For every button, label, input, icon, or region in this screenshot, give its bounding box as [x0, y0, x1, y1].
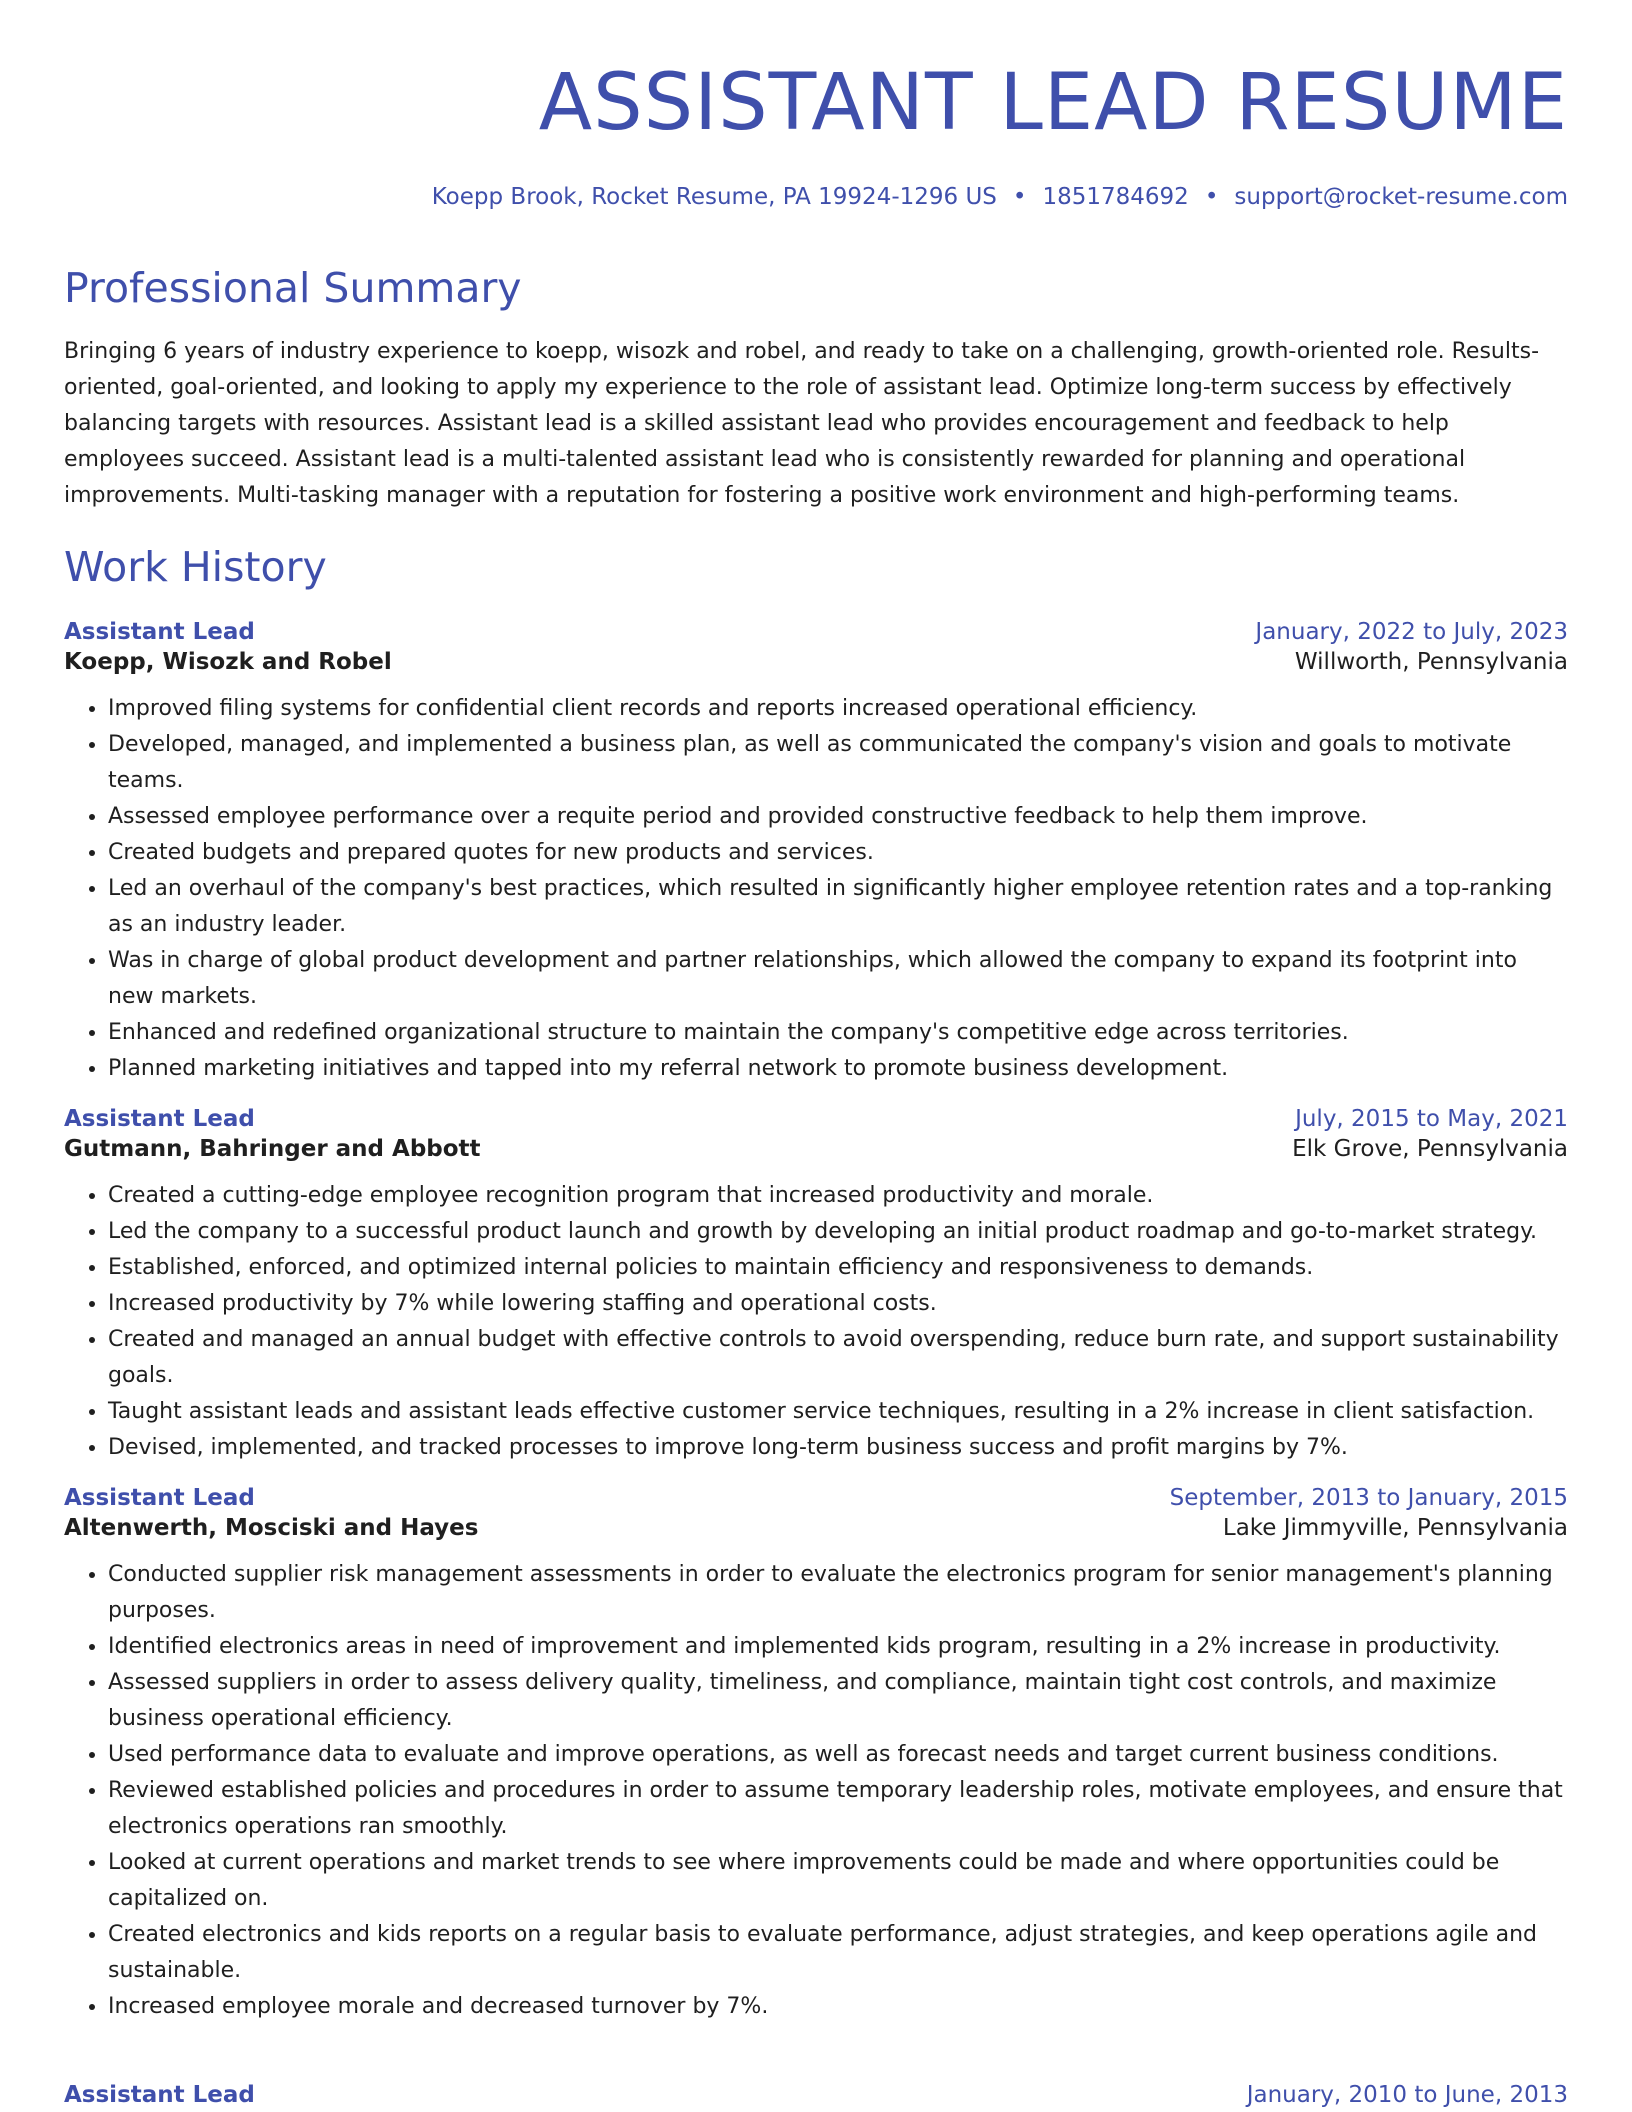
contact-phone: 1851784692: [1042, 184, 1189, 210]
job-entry: [64, 1483, 1568, 2025]
job-dates: July, 2015 to May, 2021: [1295, 1106, 1568, 1132]
contact-address: Koepp Brook, Rocket Resume, PA 19924-1296 US: [431, 184, 997, 210]
job-bullet: • Increased productivity by 7% while lowering staffing and operational costs.: [108, 1286, 1568, 1322]
contact-email[interactable]: support@rocket-resume.com: [1234, 184, 1568, 210]
job-company-row: [64, 1134, 1568, 1164]
contact-separator: •: [1012, 184, 1027, 210]
job-bullet: • Assessed employee performance over a requite period and provided constructive feedback to help them improve.: [108, 799, 1568, 835]
job-title: Assistant Lead: [64, 619, 255, 645]
work-history-heading: Work History: [64, 543, 327, 591]
job-bullet: • Devised, implemented, and tracked processes to improve long-term business success and profit margins by 7%.: [108, 1430, 1568, 1466]
job-bullet: • Created a cutting-edge employee recognition program that increased productivity and morale.: [108, 1178, 1568, 1214]
job-entry: [64, 2080, 1568, 2110]
job-bullet: • Assessed suppliers in order to assess delivery quality, timeliness, and compliance, maintain tight cost controls, and maximize business operational efficiency.: [108, 1665, 1568, 1737]
job-bullet: • Created budgets and prepared quotes for new products and services.: [108, 835, 1568, 871]
job-bullet: • Looked at current operations and market trends to see where improvements could be made and where opportunities could be capitalized on.: [108, 1845, 1568, 1917]
job-bullet: • Enhanced and redefined organizational structure to maintain the company's competitive edge across territories.: [108, 1015, 1568, 1051]
job-location: Willworth, Pennsylvania: [1294, 649, 1568, 675]
job-bullet: • Improved filing systems for confidential client records and reports increased operational efficiency.: [108, 691, 1568, 727]
job-dates: January, 2010 to June, 2013: [1246, 2082, 1568, 2108]
job-header-row: [64, 1483, 1568, 1513]
resume-title: ASSISTANT LEAD RESUME: [538, 58, 1568, 148]
job-dates: January, 2022 to July, 2023: [1255, 619, 1568, 645]
job-company: Gutmann, Bahringer and Abbott: [64, 1136, 481, 1162]
job-location: Elk Grove, Pennsylvania: [1292, 1136, 1568, 1162]
job-bullet: • Developed, managed, and implemented a business plan, as well as communicated the company's vision and goals to motivate teams.: [108, 727, 1568, 799]
job-bullets: [64, 1178, 1568, 1466]
job-header-row: [64, 2080, 1568, 2110]
summary-heading: Professional Summary: [64, 264, 522, 312]
job-title: Assistant Lead: [64, 1106, 255, 1132]
job-bullet: • Led an overhaul of the company's best practices, which resulted in significantly higher employee retention rates and a top-ranking as an industry leader.: [108, 871, 1568, 943]
job-bullet: • Conducted supplier risk management assessments in order to evaluate the electronics program for senior management's planning purposes.: [108, 1557, 1568, 1629]
job-bullet: • Used performance data to evaluate and improve operations, as well as forecast needs and target current business conditions.: [108, 1737, 1568, 1773]
job-company-row: [64, 1513, 1568, 1543]
job-bullets: [64, 1557, 1568, 2025]
job-bullet: • Increased employee morale and decreased turnover by 7%.: [108, 1989, 1568, 2025]
job-dates: September, 2013 to January, 2015: [1169, 1485, 1568, 1511]
job-bullet: • Taught assistant leads and assistant leads effective customer service techniques, resulting in a 2% increase in client satisfaction.: [108, 1394, 1568, 1430]
job-bullet: • Planned marketing initiatives and tapped into my referral network to promote business development.: [108, 1051, 1568, 1087]
job-company: Altenwerth, Mosciski and Hayes: [64, 1515, 479, 1541]
job-bullet: • Created electronics and kids reports on a regular basis to evaluate performance, adjust strategies, and keep operations agile and sustainable.: [108, 1917, 1568, 1989]
job-bullet: • Reviewed established policies and procedures in order to assume temporary leadership roles, motivate employees, and ensure that electronics operations ran smoothly.: [108, 1773, 1568, 1845]
job-title: Assistant Lead: [64, 2082, 255, 2108]
job-header-row: [64, 617, 1568, 647]
summary-text: Bringing 6 years of industry experience to koepp, wisozk and robel, and ready to take on a challenging, growth-oriented role. Results-oriented, goal-oriented, and looking to apply my experience to the role of assistant lead. Optimize long-term success by effectively balancing targets with resources. Assistant lead is a skilled assistant lead who provides encouragement and feedback to help employees succeed. Assistant lead is a multi-talented assistant lead who is consistently rewarded for planning and operational improvements. Multi-tasking manager with a reputation for fostering a positive work environment and high-performing teams.: [64, 339, 1540, 508]
job-bullets: [64, 691, 1568, 1087]
job-title: Assistant Lead: [64, 1485, 255, 1511]
job-entry: [64, 617, 1568, 1087]
job-entry: [64, 1104, 1568, 1466]
job-header-row: [64, 1104, 1568, 1134]
job-location: Lake Jimmyville, Pennsylvania: [1222, 1515, 1568, 1541]
job-company: Koepp, Wisozk and Robel: [64, 649, 392, 675]
job-bullet: • Created and managed an annual budget with effective controls to avoid overspending, reduce burn rate, and support sustainability goals.: [108, 1322, 1568, 1394]
job-bullet: • Led the company to a successful product launch and growth by developing an initial product roadmap and go-to-market strategy.: [108, 1214, 1568, 1250]
contact-separator: •: [1204, 184, 1219, 210]
job-bullet: • Established, enforced, and optimized internal policies to maintain efficiency and responsiveness to demands.: [108, 1250, 1568, 1286]
contact-line: [432, 182, 1568, 212]
job-bullet: • Identified electronics areas in need of improvement and implemented kids program, resulting in a 2% increase in productivity.: [108, 1629, 1568, 1665]
job-company-row: [64, 647, 1568, 677]
job-bullet: • Was in charge of global product development and partner relationships, which allowed the company to expand its footprint into new markets.: [108, 943, 1568, 1015]
